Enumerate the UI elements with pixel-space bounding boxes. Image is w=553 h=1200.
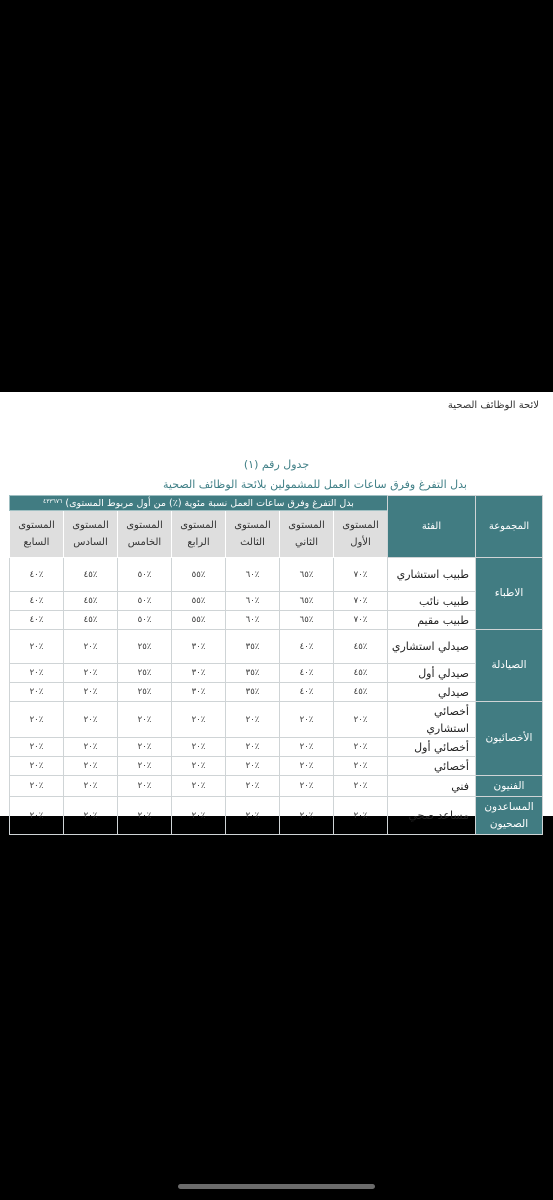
- group-cell-pharmacists: الصيادلة: [476, 630, 543, 702]
- table-row: [9, 776, 542, 797]
- table-caption: بدل التفرغ وفرق ساعات العمل للمشمولين بلائحة الوظائف الصحية: [163, 478, 467, 491]
- value-cell: ٪٢٠: [280, 738, 334, 757]
- value-cell: ٪٥٠: [118, 611, 172, 630]
- value-cell: ٪٣٥: [226, 664, 280, 683]
- value-cell: ٪٢٠: [118, 797, 172, 835]
- value-cell: ٪٤٥: [334, 630, 388, 664]
- group-cell-technicians: الفنيون: [476, 776, 543, 797]
- category-cell: صيدلي: [388, 683, 476, 702]
- document-header: لائحة الوظائف الصحية: [447, 400, 539, 411]
- value-cell: ٪٢٠: [9, 683, 63, 702]
- category-cell: طبيب نائب: [388, 592, 476, 611]
- value-cell: ٪٤٠: [280, 664, 334, 683]
- level-header-2: المستوى الثاني: [280, 511, 334, 558]
- value-cell: ٪٣٠: [172, 683, 226, 702]
- value-cell: ٪٣٠: [172, 664, 226, 683]
- value-cell: ٪٢٠: [334, 738, 388, 757]
- category-cell: أخصائي استشاري: [388, 702, 476, 738]
- value-cell: ٪٤٠: [280, 683, 334, 702]
- value-cell: ٪٤٥: [334, 683, 388, 702]
- table-row: [9, 558, 542, 592]
- value-cell: ٪٢٠: [9, 757, 63, 776]
- home-indicator[interactable]: [178, 1184, 375, 1189]
- value-cell: ٪٢٠: [9, 630, 63, 664]
- value-cell: ٪٤٥: [334, 664, 388, 683]
- value-cell: ٪٦٠: [226, 592, 280, 611]
- value-cell: ٪٥٥: [172, 592, 226, 611]
- level-header-5: المستوى الخامس: [118, 511, 172, 558]
- value-cell: ٪٢٠: [64, 664, 118, 683]
- value-cell: ٪٤٠: [9, 558, 63, 592]
- group-cell-doctors: الاطباء: [476, 558, 543, 630]
- category-header: الفئة: [388, 496, 476, 558]
- value-cell: ٪٢٠: [172, 702, 226, 738]
- level-header-1: المستوى الأول: [334, 511, 388, 558]
- value-cell: ٪٢٠: [226, 738, 280, 757]
- table-row: [9, 664, 542, 683]
- value-cell: ٪٢٠: [118, 757, 172, 776]
- level-header-6: المستوى السادس: [64, 511, 118, 558]
- value-cell: ٪٢٠: [280, 776, 334, 797]
- allowance-header-text: بدل التفرغ وفرق ساعات العمل نسبة مئوية (٪) من أول مربوط المستوى): [65, 497, 354, 509]
- value-cell: ٪٢٠: [172, 776, 226, 797]
- value-cell: ٪٢٠: [172, 738, 226, 757]
- value-cell: ٪٧٠: [334, 558, 388, 592]
- value-cell: ٪٧٠: [334, 611, 388, 630]
- value-cell: ٪٤٠: [9, 592, 63, 611]
- table-row: [9, 702, 542, 738]
- category-cell: طبيب مقيم: [388, 611, 476, 630]
- category-cell: صيدلي أول: [388, 664, 476, 683]
- category-cell: صيدلي استشاري: [388, 630, 476, 664]
- level-header-4: المستوى الرابع: [172, 511, 226, 558]
- value-cell: ٪٢٠: [226, 757, 280, 776]
- value-cell: ٪٢٠: [64, 797, 118, 835]
- value-cell: ٪٢٠: [9, 738, 63, 757]
- table-row: [9, 630, 542, 664]
- table-row: [9, 757, 542, 776]
- value-cell: ٪٢٠: [64, 683, 118, 702]
- value-cell: ٪٥٠: [118, 592, 172, 611]
- category-cell: أخصائي أول: [388, 738, 476, 757]
- value-cell: ٪٢٠: [280, 702, 334, 738]
- value-cell: ٪٢٠: [9, 776, 63, 797]
- value-cell: ٪٢٠: [64, 702, 118, 738]
- value-cell: ٪٣٠: [172, 630, 226, 664]
- allowance-table: [9, 495, 543, 835]
- value-cell: ٪٢٠: [118, 738, 172, 757]
- category-cell: فني: [388, 776, 476, 797]
- value-cell: ٪٤٥: [64, 592, 118, 611]
- table-row: [9, 683, 542, 702]
- value-cell: ٪٢٠: [64, 757, 118, 776]
- value-cell: ٪٢٠: [280, 797, 334, 835]
- value-cell: ٪٦٥: [280, 611, 334, 630]
- value-cell: ٪٤٥: [64, 611, 118, 630]
- value-cell: ٪٢٠: [9, 797, 63, 835]
- value-cell: ٪٢٠: [226, 776, 280, 797]
- value-cell: ٪٣٥: [226, 630, 280, 664]
- value-cell: ٪٢٠: [118, 776, 172, 797]
- category-cell: طبيب استشاري: [388, 558, 476, 592]
- value-cell: ٪٦٥: [280, 558, 334, 592]
- value-cell: ٪٢٠: [64, 630, 118, 664]
- value-cell: ٪٢٥: [118, 683, 172, 702]
- value-cell: ٪٥٠: [118, 558, 172, 592]
- table-row: [9, 611, 542, 630]
- value-cell: ٪٢٠: [334, 776, 388, 797]
- value-cell: ٪٢٠: [118, 702, 172, 738]
- group-header: المجموعة: [476, 496, 543, 558]
- document-page: [0, 392, 553, 830]
- value-cell: ٪٥٥: [172, 558, 226, 592]
- level-header-3: المستوى الثالث: [226, 511, 280, 558]
- value-cell: ٪٢٠: [280, 757, 334, 776]
- value-cell: ٪٢٠: [64, 776, 118, 797]
- table-number: جدول رقم (١): [243, 458, 310, 471]
- value-cell: ٪٢٠: [172, 757, 226, 776]
- value-cell: ٪٤٠: [280, 630, 334, 664]
- value-cell: ٪٢٠: [9, 664, 63, 683]
- value-cell: ٪٢٠: [172, 797, 226, 835]
- value-cell: ٪٦٠: [226, 611, 280, 630]
- level-header-7: المستوى السابع: [9, 511, 63, 558]
- category-cell: أخصائي: [388, 757, 476, 776]
- value-cell: ٪٢٠: [226, 702, 280, 738]
- value-cell: ٪٧٠: [334, 592, 388, 611]
- value-cell: ٪٢٠: [334, 757, 388, 776]
- value-cell: ٪٢٥: [118, 630, 172, 664]
- table-row: [9, 738, 542, 757]
- value-cell: ٪٦٥: [280, 592, 334, 611]
- table-row: [9, 592, 542, 611]
- allowance-header: [9, 496, 387, 511]
- value-cell: ٪٤٠: [9, 611, 63, 630]
- value-cell: ٪٢٠: [64, 738, 118, 757]
- value-cell: ٪٢٠: [9, 702, 63, 738]
- category-cell: مساعد صحي: [388, 797, 476, 835]
- value-cell: ٪٥٥: [172, 611, 226, 630]
- group-cell-specialists: الأخصائيون: [476, 702, 543, 776]
- table-row: [9, 797, 542, 835]
- value-cell: ٪٢٠: [334, 797, 388, 835]
- value-cell: ٪٢٥: [118, 664, 172, 683]
- value-cell: ٪٢٠: [334, 702, 388, 738]
- allowance-header-note: ٤٣٣٦٧٦: [43, 497, 63, 505]
- value-cell: ٪٤٥: [64, 558, 118, 592]
- group-cell-health-assistants: المساعدون الصحيون: [476, 797, 543, 835]
- value-cell: ٪٦٠: [226, 558, 280, 592]
- value-cell: ٪٣٥: [226, 683, 280, 702]
- value-cell: ٪٢٠: [226, 797, 280, 835]
